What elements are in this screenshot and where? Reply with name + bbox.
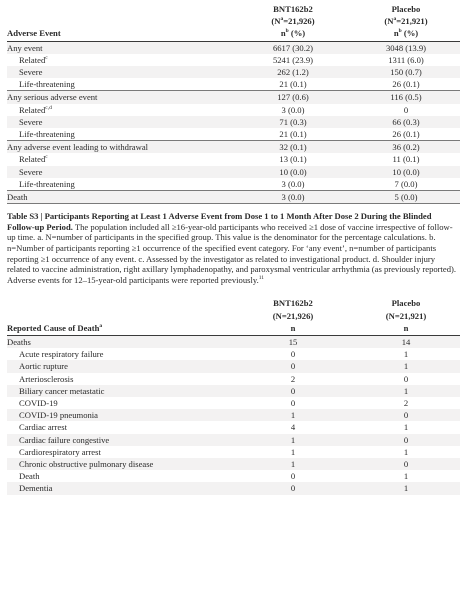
placebo-value: 26 (0.1) <box>392 129 420 140</box>
placebo-value: 14 <box>352 336 460 349</box>
table-row <box>7 153 460 165</box>
table-row <box>7 41 460 54</box>
placebo-value: 116 (0.5) <box>352 91 460 104</box>
row-label: COVID-19 pneumonia <box>7 409 234 421</box>
row-label: Aortic rupture <box>7 360 234 372</box>
placebo-value: 1 <box>403 349 409 360</box>
adverse-event-table <box>7 3 460 204</box>
bnt162b2-value: 2 <box>290 373 296 384</box>
bnt162b2-value: 1 <box>234 434 352 446</box>
bnt162b2-value: 1 <box>234 458 352 470</box>
placebo-value: 0 <box>403 373 409 384</box>
table-row <box>7 360 460 372</box>
placebo-value: 1 <box>352 385 460 397</box>
placebo-value: 7 (0.0) <box>394 178 418 189</box>
row-label: Severe <box>7 166 234 178</box>
caption-title: Table S3 | Participants Reporting at Least 1 Adverse Event from Dose 1 to 1 Month After Dose 2 During the Blinded Follow-up Period. <box>7 211 432 232</box>
row-label: Cardiorespiratory arrest <box>19 446 101 457</box>
bnt162b2-title: BNT162b2 <box>273 4 313 14</box>
placebo-title: Placebo <box>391 4 421 14</box>
table-caption <box>7 211 460 285</box>
table-row <box>7 91 460 104</box>
table-row <box>7 348 460 360</box>
bnt162b2-column-header: BNT162b2 (N=21,926) n <box>234 297 352 335</box>
placebo-value: 1 <box>403 471 409 482</box>
placebo-value: 1 <box>352 360 460 372</box>
row-label: Related$^{c,d}$ <box>19 104 52 115</box>
bnt162b2-value: 4 <box>290 422 296 433</box>
table-row <box>7 385 460 397</box>
row-label: Chronic obstructive pulmonary disease <box>7 458 234 470</box>
row-label: Life-threatening <box>19 178 75 189</box>
row-label: Life-threatening <box>19 79 75 90</box>
row-label: Death <box>7 191 234 204</box>
cause-column-header: Reported Cause of Death$^a$ <box>7 297 234 335</box>
page <box>7 3 460 495</box>
placebo-value: 1 <box>352 482 460 494</box>
row-label: Dementia <box>7 482 234 494</box>
bnt162b2-value: 1 <box>290 446 296 457</box>
placebo-stat: $n^b$ (%) <box>393 28 419 39</box>
table-row <box>7 54 460 66</box>
table-row <box>7 141 460 154</box>
table-row <box>7 434 460 446</box>
table-row <box>7 178 460 191</box>
caption-body: The population included all ≥16-year-old participants who received ≥1 dose of vaccine irrespective of follow-up time. a. N=number of participants in the specified group. This value is the denominator for the percentage calculations. b. n=Number of participants reporting ≥1 occurrence of the specified event category. For ‘any event’, n=number of participants reporting ≥1 occurrence of any event. c. Assessed by the investigator as related to investigational product. d. Shoulder injury related to vaccine administration, right axillary lymphadenopathy, and paroxysmal ventricular arrhythmia (as previously reported). Adverse events for 12–15-year-old participants were reported previously. <box>7 221 457 285</box>
placebo-value: 10 (0.0) <box>352 166 460 178</box>
placebo-value: 1311 (6.0) <box>388 54 424 65</box>
placebo-value: 150 (0.7) <box>352 66 460 78</box>
bnt162b2-value: 10 (0.0) <box>234 166 352 178</box>
adverse-event-table-header <box>7 3 460 41</box>
row-label: Biliary cancer metastatic <box>7 385 234 397</box>
row-label: Related$^c$ <box>19 54 48 65</box>
bnt162b2-value: 3 (0.0) <box>234 191 352 204</box>
row-label: Severe <box>7 66 234 78</box>
bnt162b2-column-header <box>234 3 352 41</box>
bnt162b2-value: 262 (1.2) <box>234 66 352 78</box>
bnt162b2-value: 0 <box>234 482 352 494</box>
placebo-value: 1 <box>403 446 409 457</box>
placebo-value: 36 (0.2) <box>352 141 460 154</box>
bnt162b2-value: 13 (0.1) <box>279 154 307 165</box>
cause-of-death-table-header <box>7 297 460 335</box>
placebo-value: 1 <box>403 422 409 433</box>
caption-reference: 11 <box>258 274 265 281</box>
bnt162b2-value: 1 <box>234 409 352 421</box>
cause-of-death-table <box>7 297 460 494</box>
cause-of-death-table-body <box>7 336 460 495</box>
adverse-event-column-header: Adverse Event <box>7 3 234 41</box>
placebo-value: 3048 (13.9) <box>352 41 460 54</box>
placebo-value: 5 (0.0) <box>352 191 460 204</box>
placebo-value: 11 (0.1) <box>392 154 420 165</box>
row-label: Any event <box>7 41 234 54</box>
bnt162b2-value: 15 <box>234 336 352 349</box>
placebo-column-header <box>352 3 460 41</box>
bnt162b2-value: 0 <box>290 398 296 409</box>
row-label: Cardiac arrest <box>19 422 67 433</box>
placebo-column-header: Placebo (N=21,921) n <box>352 297 460 335</box>
adverse-event-table-body <box>7 41 460 204</box>
table-row <box>7 482 460 494</box>
bnt162b2-value: 21 (0.1) <box>279 79 307 90</box>
bnt162b2-value: 0 <box>290 471 296 482</box>
row-label: Any adverse event leading to withdrawal <box>7 141 234 154</box>
placebo-value: 0 <box>352 458 460 470</box>
bnt162b2-n: $(N^a=21,926)$ <box>271 16 315 27</box>
bnt162b2-value: 71 (0.3) <box>234 116 352 128</box>
table-row <box>7 104 460 116</box>
row-label: Life-threatening <box>19 129 75 140</box>
bnt162b2-value: 6617 (30.2) <box>234 41 352 54</box>
table-row <box>7 397 460 409</box>
table-row <box>7 116 460 128</box>
placebo-value: 2 <box>403 398 409 409</box>
row-label: COVID-19 <box>19 398 58 409</box>
row-label: Any serious adverse event <box>7 91 234 104</box>
bnt162b2-value: 0 <box>234 385 352 397</box>
table-row <box>7 373 460 385</box>
placebo-n: $(N^a=21,921)$ <box>384 16 428 27</box>
row-label: Related$^c$ <box>19 154 48 165</box>
table-row <box>7 409 460 421</box>
placebo-value: 0 <box>352 434 460 446</box>
table-row <box>7 128 460 141</box>
row-label: Severe <box>7 116 234 128</box>
row-label: Cardiac failure congestive <box>7 434 234 446</box>
table-row <box>7 458 460 470</box>
row-label: Acute respiratory failure <box>19 349 104 360</box>
bnt162b2-value: 3 (0.0) <box>281 104 305 115</box>
placebo-value: 0 <box>352 409 460 421</box>
bnt162b2-value: 127 (0.6) <box>234 91 352 104</box>
table-row <box>7 166 460 178</box>
table-row <box>7 66 460 78</box>
placebo-value: 26 (0.1) <box>392 79 420 90</box>
bnt162b2-value: 32 (0.1) <box>234 141 352 154</box>
table-row <box>7 336 460 349</box>
bnt162b2-value: 0 <box>290 349 296 360</box>
bnt162b2-value: 0 <box>234 360 352 372</box>
row-label: Death <box>19 471 40 482</box>
bnt162b2-value: 21 (0.1) <box>279 129 307 140</box>
placebo-value: 66 (0.3) <box>352 116 460 128</box>
table-row <box>7 446 460 458</box>
row-label: Arteriosclerosis <box>19 373 74 384</box>
table-row <box>7 191 460 204</box>
bnt162b2-stat: $n^b$ (%) <box>280 28 306 39</box>
bnt162b2-value: 3 (0.0) <box>281 178 305 189</box>
table-row <box>7 470 460 482</box>
row-label: Deaths <box>7 336 234 349</box>
placebo-value: 0 <box>403 104 409 115</box>
bnt162b2-value: 5241 (23.9) <box>272 54 314 65</box>
table-row <box>7 78 460 91</box>
table-row <box>7 421 460 433</box>
